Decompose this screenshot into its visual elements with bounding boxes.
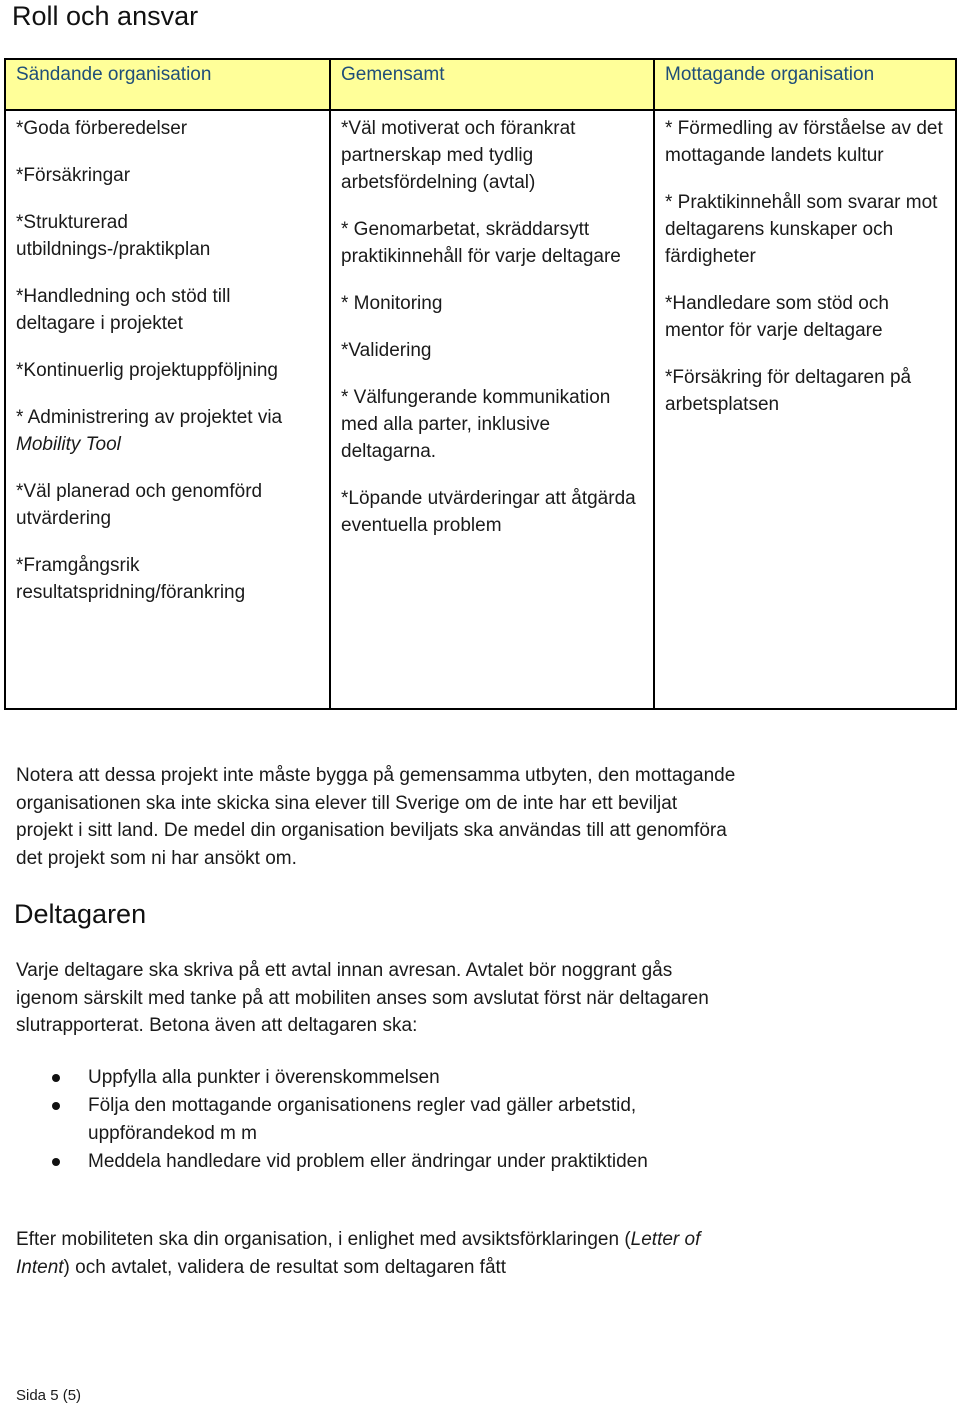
sending-org-cell (5, 110, 330, 709)
list-item: * Välfungerande kommunikation med alla parter, inklusive deltagarna. (341, 387, 611, 462)
page-number: Sida 5 (5) (16, 1387, 82, 1404)
table-body-row (5, 110, 956, 709)
list-item (16, 404, 321, 458)
list-item: *Handledning och stöd till deltagare i projektet (16, 286, 231, 334)
list-item-text: * Administrering av projektet via (16, 407, 283, 428)
bullet-icon (52, 1158, 60, 1166)
list-item: *Försäkring för deltagaren på arbetsplatsen (665, 367, 912, 415)
intro-paragraph: Varje deltagare ska skriva på ett avtal innan avresan. Avtalet bör noggrant gås igenom särskilt med tanke på att mobiliten anses som avslutat först när deltagaren slutrapporterat. Betona även att deltagaren ska: (16, 960, 709, 1036)
list-item: *Väl motiverat och förankrat partnerskap med tydlig arbetsfördelning (avtal) (341, 118, 576, 193)
mobility-tool-text: Mobility Tool (16, 434, 121, 455)
bullet-text: Meddela handledare vid problem eller ändringar under praktiktiden (88, 1151, 648, 1172)
list-item: *Framgångsrik resultatspridning/förankring (16, 555, 246, 603)
section-heading: Deltagaren (14, 899, 147, 929)
list-item: * Praktikinnehåll som svarar mot deltagarens kunskaper och färdigheter (665, 192, 938, 267)
table-header-row (5, 59, 956, 110)
list-item: *Försäkringar (16, 165, 131, 186)
list-item: *Kontinuerlig projektuppföljning (16, 360, 278, 381)
bullet-icon (52, 1102, 60, 1110)
bullet-list (30, 1064, 728, 1176)
list-item: *Handledare som stöd och mentor för varje deltagare (665, 293, 889, 341)
list-item (30, 1092, 728, 1148)
list-item: *Validering (341, 340, 432, 361)
list-item: *Strukturerad utbildnings-/praktikplan (16, 212, 211, 260)
after-text-1: Efter mobiliteten ska din organisation, i enlighet med avsiktsförklaringen ( (16, 1229, 631, 1250)
list-item: * Genomarbetat, skräddarsytt praktikinnehåll för varje deltagare (341, 219, 621, 267)
list-item (30, 1064, 728, 1092)
list-item: * Förmedling av förståelse av det mottagande landets kultur (665, 118, 943, 166)
list-item: * Monitoring (341, 293, 443, 314)
letter-of-intent-text: Letter of Intent (16, 1229, 701, 1278)
receiving-org-cell (654, 110, 956, 709)
common-cell (330, 110, 654, 709)
page-title: Roll och ansvar (12, 1, 199, 31)
list-item: *Väl planerad och genomförd utvärdering (16, 481, 263, 529)
list-item: *Goda förberedelser (16, 118, 188, 139)
roles-table (4, 58, 957, 710)
after-text-2: ) och avtalet, validera de resultat som deltagaren fått (63, 1256, 507, 1278)
bullet-text: Följa den mottagande organisationens regler vad gäller arbetstid, uppförandekod m m (88, 1095, 637, 1144)
header-receiving-org: Mottagande organisation (654, 59, 956, 110)
after-paragraph (16, 1226, 716, 1281)
note-paragraph: Notera att dessa projekt inte måste bygga på gemensamma utbyten, den mottagande organisationen ska inte skicka sina elever till Sverige om de inte har ett beviljat projekt i sitt land. De medel din organisation beviljats ska användas till att genomföra det projekt som ni har ansökt om. (16, 765, 736, 869)
header-common: Gemensamt (330, 59, 654, 110)
list-item (30, 1148, 728, 1176)
header-sending-org: Sändande organisation (5, 59, 330, 110)
list-item: *Löpande utvärderingar att åtgärda eventuella problem (341, 488, 636, 536)
bullet-text: Uppfylla alla punkter i överenskommelsen (88, 1067, 440, 1088)
bullet-icon (52, 1074, 60, 1082)
